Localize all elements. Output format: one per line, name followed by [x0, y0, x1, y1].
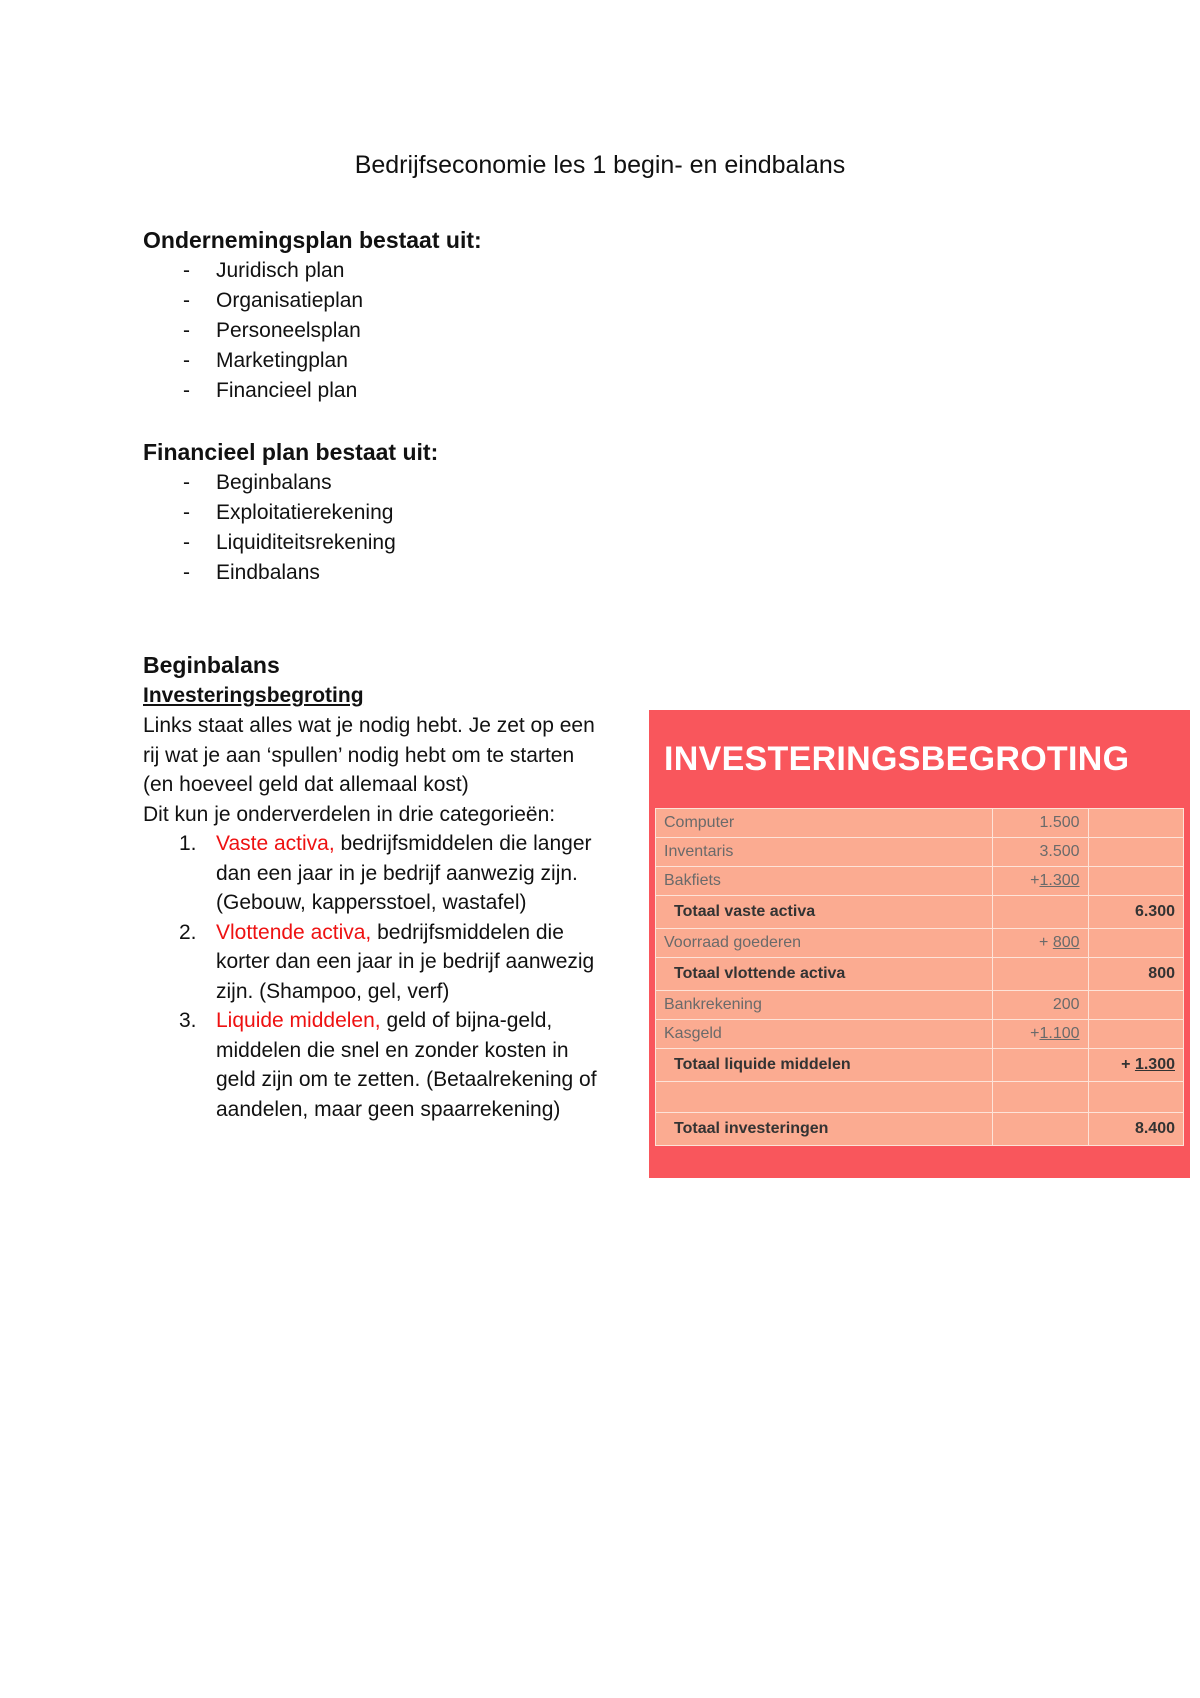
- table-row: Computer 1.500: [656, 809, 1184, 838]
- section-heading: Ondernemingsplan bestaat uit:: [143, 227, 482, 253]
- panel-title: INVESTERINGSBEGROTING: [664, 740, 1130, 778]
- list-item: 1. Vaste activa, bedrijfsmiddelen die langer dan een jaar in je bedrijf aanwezig zijn. (Gebouw, kappersstoel, wastafel): [179, 832, 592, 914]
- subheading: Investeringsbegroting: [143, 684, 364, 707]
- numbered-list: [143, 829, 643, 1124]
- term-red: Vlottende activa,: [216, 920, 372, 944]
- paragraph-line: Links staat alles wat je nodig hebt. Je zet op een: [143, 714, 595, 737]
- list-item: - Marketingplan: [183, 349, 348, 372]
- table-row: Totaal vlottende activa 800: [656, 958, 1184, 991]
- table-row: Bankrekening 200: [656, 991, 1184, 1020]
- list-item: - Financieel plan: [183, 379, 358, 402]
- table-row: [656, 1082, 1184, 1113]
- list-item: - Organisatieplan: [183, 289, 364, 312]
- list-item: - Liquiditeitsrekening: [183, 531, 396, 554]
- bullet-list: [143, 468, 438, 588]
- investment-table: [655, 808, 1184, 1146]
- table-row: Totaal vaste activa 6.300: [656, 896, 1184, 929]
- table-row: Inventaris 3.500: [656, 838, 1184, 867]
- section-ondernemingsplan: [143, 224, 482, 406]
- list-item: 2. Vlottende activa, bedrijfsmiddelen die korter dan een jaar in je bedrijf aanwezig zijn. (Shampoo, gel, verf): [179, 920, 595, 1003]
- section-financieel-plan: [143, 436, 438, 588]
- section-beginbalans: [143, 649, 643, 1124]
- paragraph-line: rij wat je aan ‘spullen’ nodig hebt om te starten: [143, 743, 575, 767]
- table-row: Kasgeld +1.100: [656, 1020, 1184, 1049]
- list-item: 3. Liquide middelen, geld of bijna-geld, middelen die snel en zonder kosten in geld zijn om te zetten. (Betaalrekening of aandelen, maar geen spaarrekening): [179, 1009, 597, 1121]
- table-row: Totaal liquide middelen + 1.300: [656, 1049, 1184, 1082]
- table-row: Voorraad goederen + 800: [656, 929, 1184, 958]
- list-item: - Juridisch plan: [183, 259, 345, 282]
- page-title: Bedrijfseconomie les 1 begin- en eindbalans: [354, 151, 846, 179]
- investeringsbegroting-panel: [649, 710, 1190, 1178]
- table-row: Totaal investeringen 8.400: [656, 1113, 1184, 1146]
- paragraph-line: (en hoeveel geld dat allemaal kost): [143, 773, 469, 796]
- list-item: - Beginbalans: [183, 471, 332, 494]
- list-item: - Exploitatierekening: [183, 501, 394, 524]
- table-row: Bakfiets +1.300: [656, 867, 1184, 896]
- term-red: Vaste activa,: [216, 832, 335, 855]
- list-item: - Personeelsplan: [183, 319, 361, 342]
- term-red: Liquide middelen,: [216, 1009, 381, 1032]
- paragraph-line: Dit kun je onderverdelen in drie categorieën:: [143, 802, 556, 826]
- list-item: - Eindbalans: [183, 561, 320, 584]
- section-heading: Beginbalans: [143, 652, 280, 678]
- section-heading: Financieel plan bestaat uit:: [143, 439, 439, 465]
- bullet-list: [143, 256, 482, 406]
